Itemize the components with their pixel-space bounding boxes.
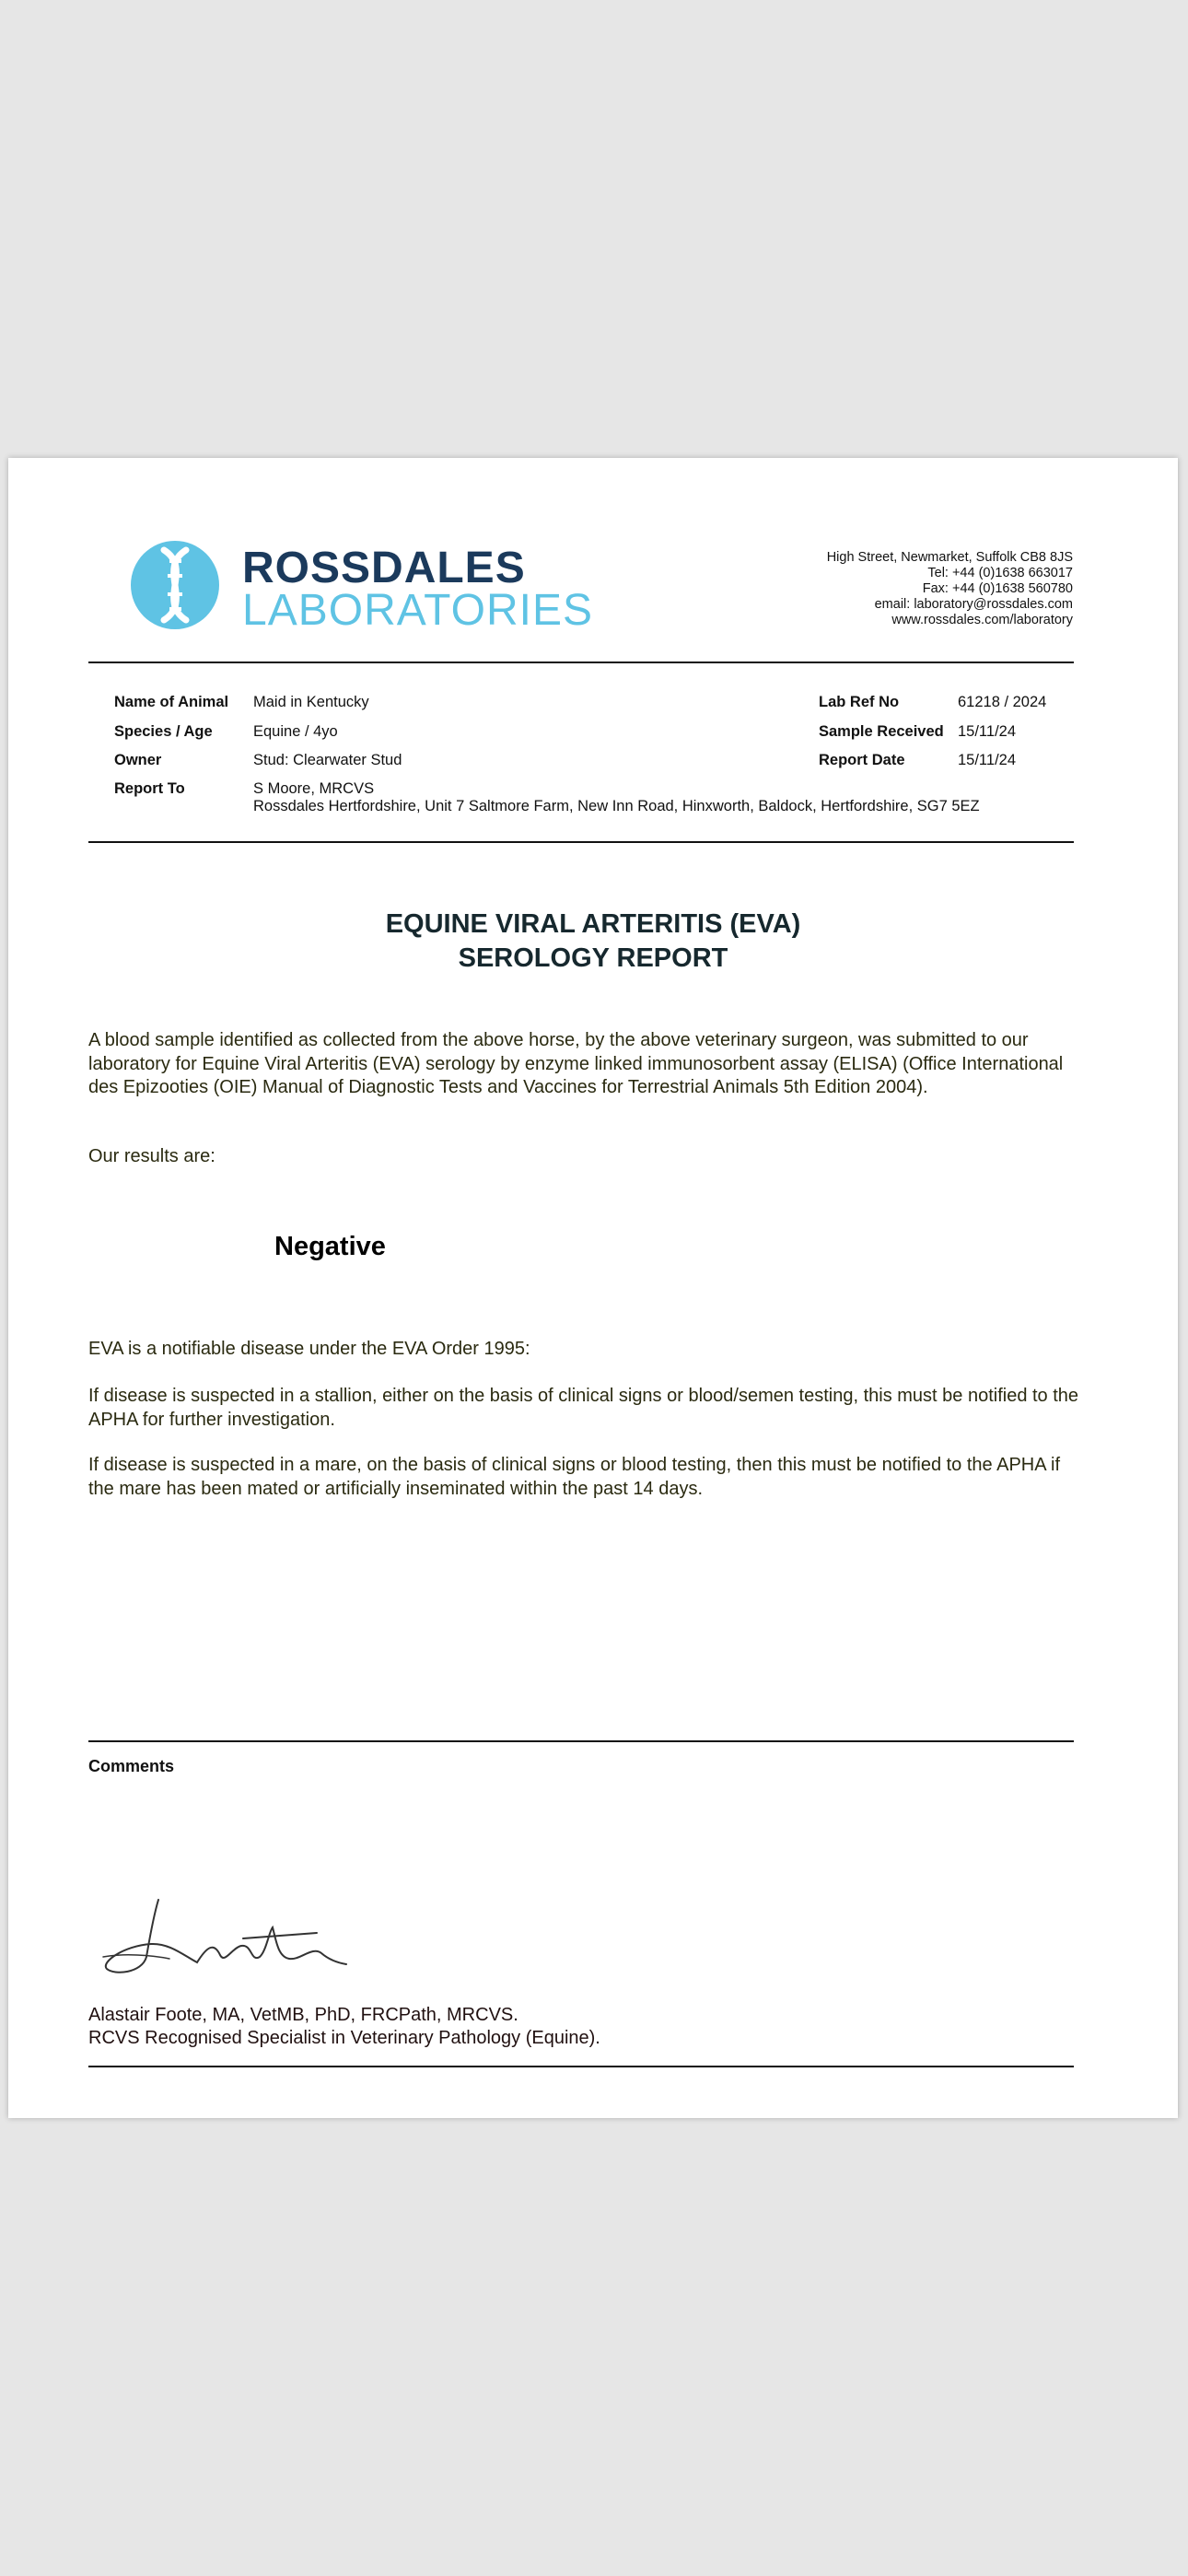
stallion-note: If disease is suspected in a stallion, either on the basis of clinical signs or blood/semen testing, this must be notified to the APHA for further investigation.	[88, 1386, 1079, 1430]
address-fax: Fax: +44 (0)1638 560780	[922, 581, 1073, 596]
report-to-value: S Moore, MRCVS	[253, 780, 375, 797]
footer-divider	[88, 2066, 1074, 2067]
signer-title: RCVS Recognised Specialist in Veterinary Pathology (Equine).	[88, 2028, 600, 2048]
test-result: Negative	[274, 1232, 386, 1261]
species-value: Equine / 4yo	[253, 723, 338, 740]
address-street: High Street, Newmarket, Suffolk CB8 8JS	[826, 550, 1073, 565]
results-intro: Our results are:	[88, 1146, 215, 1166]
address-email: email: laboratory@rossdales.com	[874, 597, 1073, 612]
notifiable-text: EVA is a notifiable disease under the EVA Order 1995:	[88, 1339, 530, 1359]
owner-label: Owner	[114, 752, 162, 768]
mare-note: If disease is suspected in a mare, on the basis of clinical signs or blood testing, then this must be notified to the APHA if the mare has been mated or artificially inseminated within the past 14 days.	[88, 1455, 1061, 1499]
owner-value: Stud: Clearwater Stud	[253, 752, 402, 768]
signer-block	[88, 2004, 600, 2050]
signature-image	[96, 1891, 354, 1983]
lab-logo	[129, 539, 608, 635]
address-tel: Tel: +44 (0)1638 663017	[927, 566, 1073, 580]
report-date-label: Report Date	[819, 752, 905, 768]
address-website: www.rossdales.com/laboratory	[891, 613, 1073, 627]
report-date-value: 15/11/24	[958, 752, 1017, 768]
dna-helix-icon	[129, 539, 221, 631]
title-line-2: SEROLOGY REPORT	[458, 943, 728, 973]
logo-text-laboratories: LABORATORIES	[242, 586, 593, 635]
comments-label: Comments	[88, 1757, 175, 1775]
signer-name: Alastair Foote, MA, VetMB, PhD, FRCPath, MRCVS.	[88, 2005, 518, 2025]
report-to-label: Report To	[114, 780, 185, 797]
title-line-1: EQUINE VIRAL ARTERITIS (EVA)	[385, 909, 801, 939]
logo-text-rossdales: ROSSDALES	[242, 544, 526, 592]
received-label: Sample Received	[819, 723, 944, 740]
species-label: Species / Age	[114, 723, 213, 740]
header-divider	[88, 662, 1074, 663]
lab-address	[827, 550, 1073, 628]
report-page	[8, 458, 1178, 2118]
details-divider	[88, 841, 1074, 843]
report-title	[8, 907, 1178, 976]
received-value: 15/11/24	[958, 723, 1017, 740]
animal-label: Name of Animal	[114, 694, 229, 710]
intro-paragraph: A blood sample identified as collected from the above horse, by the above veterinary surgeon, was submitted to our laboratory for Equine Viral Arteritis (EVA) serology by enzyme linked immunosorbent assay (ELISA) (Office International des Epizooties (OIE) Manual of Diagnostic Tests and Vaccines for Terrestrial Animals 5th Edition 2004).	[88, 1030, 1064, 1097]
animal-value: Maid in Kentucky	[253, 694, 369, 710]
labref-label: Lab Ref No	[819, 694, 900, 710]
report-to-address: Rossdales Hertfordshire, Unit 7 Saltmore Farm, New Inn Road, Hinxworth, Baldock, Hertfordshire, SG7 5EZ	[253, 798, 980, 814]
comments-divider	[88, 1740, 1074, 1742]
labref-value: 61218 / 2024	[958, 694, 1047, 710]
